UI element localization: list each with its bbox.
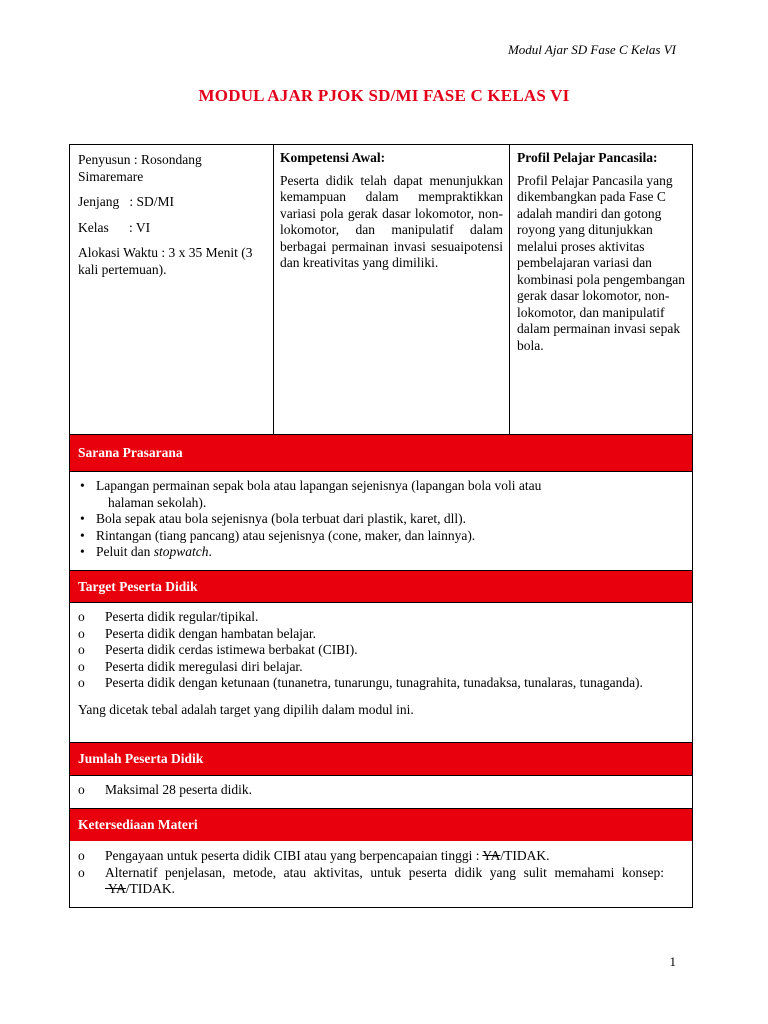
- pancasila-profile-heading: Profil Pelajar Pancasila:: [517, 150, 658, 165]
- list-item: o Maksimal 28 peserta didik.: [78, 782, 664, 799]
- alternative-yes-struck: YA: [105, 881, 126, 896]
- target-students-section: [70, 602, 692, 743]
- facilities-heading: Sarana Prasarana: [70, 435, 692, 471]
- facility-item-text: Lapangan permainan sepak bola atau lapangan sejenisnya (lapangan bola voli atau: [96, 478, 542, 493]
- material-availability-section: [70, 841, 692, 898]
- list-item: o Peserta didik dengan ketunaan (tunanetra, tunarungu, tunagrahita, tunadaksa, tunalaras, tunaganda).: [78, 675, 664, 692]
- initial-competence-cell: [274, 145, 510, 434]
- list-item: [78, 848, 664, 865]
- student-count-section: [70, 775, 692, 809]
- alternative-no: /TIDAK.: [125, 881, 176, 896]
- list-item: [78, 865, 664, 898]
- list-item: [80, 478, 682, 511]
- list-item: o Peserta didik meregulasi diri belajar.: [78, 659, 664, 676]
- target-note: Yang dicetak tebal adalah target yang dipilih dalam modul ini.: [78, 701, 414, 717]
- facility-item-text: halaman sekolah).: [108, 494, 207, 510]
- enrichment-no: /TIDAK.: [500, 848, 550, 863]
- material-availability-heading: Ketersediaan Materi: [70, 809, 692, 841]
- list-item: o Peserta didik dengan hambatan belajar.: [78, 626, 664, 643]
- pancasila-profile-text: Profil Pelajar Pancasila yang dikembangkan pada Fase C adalah mandiri dan gotong royong yang ditunjukkan melalui proses aktivitas pembelajaran variasi dan kombinasi pola pengembangan gerak dasar lokomotor, non-lokomotor, dan manipulatif dalam permainan invasi sepak bola.: [517, 172, 685, 353]
- facility-item-period: .: [208, 544, 212, 559]
- author-text: Penyusun : Rosondang Simaremare: [78, 152, 202, 184]
- student-count-list: [70, 776, 692, 799]
- list-item: • Bola sepak atau bola sejenisnya (bola terbuat dari plastik, karet, dll).: [80, 511, 682, 528]
- info-row: [70, 145, 692, 435]
- facilities-list: [70, 472, 692, 569]
- identity-cell: [70, 145, 274, 434]
- facilities-section: [70, 471, 692, 571]
- alternative-text: Alternatif penjelasan, metode, atau aktivitas, untuk peserta didik yang sulit memahami konsep:: [105, 864, 664, 880]
- time-allocation-text: Alokasi Waktu : 3 x 35 Menit (3 kali pertemuan).: [78, 245, 253, 277]
- class-text: Kelas : VI: [78, 219, 151, 235]
- initial-competence-heading: Kompetensi Awal:: [280, 150, 386, 165]
- list-item: o Peserta didik cerdas istimewa berbakat (CIBI).: [78, 642, 664, 659]
- student-count-heading: Jumlah Peserta Didik: [70, 743, 692, 775]
- pancasila-profile-cell: [510, 145, 692, 434]
- list-item: • Rintangan (tiang pancang) atau sejenisnya (cone, maker, dan lainnya).: [80, 528, 682, 545]
- document-title: MODUL AJAR PJOK SD/MI FASE C KELAS VI: [198, 86, 570, 105]
- target-students-heading: Target Peserta Didik: [70, 571, 692, 602]
- enrichment-yes-struck: YA: [482, 848, 501, 863]
- level-text: Jenjang : SD/MI: [78, 194, 174, 209]
- list-item: o Peserta didik regular/tipikal.: [78, 609, 664, 626]
- facility-item-text: Peluit dan: [96, 544, 151, 559]
- module-table: [69, 144, 693, 908]
- page-number: 1: [669, 954, 676, 969]
- target-students-list: [70, 603, 692, 692]
- list-item: [80, 544, 682, 561]
- running-header: Modul Ajar SD Fase C Kelas VI: [507, 42, 676, 57]
- facility-item-italic: stopwatch: [153, 544, 209, 559]
- enrichment-text: Pengayaan untuk peserta didik CIBI atau yang berpencapaian tinggi :: [105, 848, 483, 863]
- material-availability-list: [70, 841, 692, 898]
- initial-competence-text: Peserta didik telah dapat menunjukkan kemampuan dalam mempraktikkan variasi pola gerak dasar lokomotor, non-lokomotor, dan manipulatif dalam berbagai permainan invasi sesuaipotensi dan kreativitas yang dimiliki.: [280, 172, 503, 270]
